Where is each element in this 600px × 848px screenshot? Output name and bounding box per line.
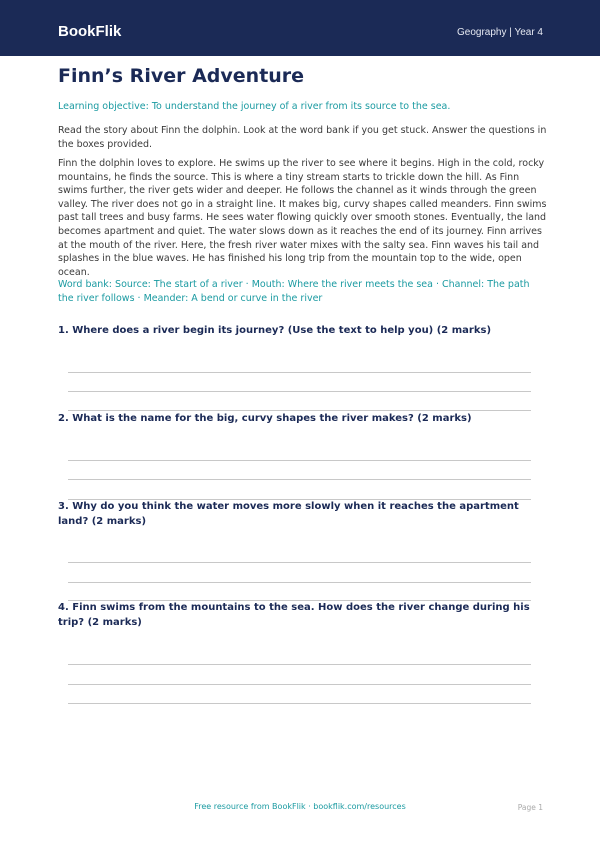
question-4: 4. Finn swims from the mountains to the sea. How does the river change during his trip? (2 marks) (58, 602, 530, 628)
answer-line-4a[interactable] (68, 664, 531, 665)
story-text: Finn the dolphin loves to explore. He swims up the river to see where it begins. High in the cold, rocky mountains, he finds the source. This is where a tiny stream starts to trickle down the hill. As Finn swims further, the river gets wider and deeper. He follows the channel as it winds through the green valley. The river does not go in a straight line. It makes big, curvy shapes called meanders. Finn swims past tall trees and busy farms. He sees water flowing quickly over smooth stones. Eventually, the land becomes apartment and quiet. The water slows down as it reaches the end of its journey. Finn arrives at the mouth of the river. Here, the fresh river water mixes with the salty sea. Finn waves his tail and splashes in the blue waves. He has finished his long trip from the mountain top to the wide, open ocean. (58, 158, 547, 278)
answer-line-1a[interactable] (68, 372, 531, 373)
subject-label: Geography | Year 4 (457, 27, 543, 38)
brand-logo: BookFlik (58, 23, 122, 40)
answer-line-4b[interactable] (68, 684, 531, 685)
question-2: 2. What is the name for the big, curvy shapes the river makes? (2 marks) (58, 413, 472, 424)
question-3: 3. Why do you think the water moves more slowly when it reaches the apartment land? (2 marks) (58, 501, 519, 527)
word-bank: Word bank: Source: The start of a river · Mouth: Where the river meets the sea · Channel: The path the river follows · Meander: A bend or curve in the river (58, 279, 530, 304)
page-title: Finn’s River Adventure (58, 65, 305, 87)
page-number: Page 1 (517, 803, 543, 812)
answer-line-3b[interactable] (68, 582, 531, 583)
answer-line-2b[interactable] (68, 479, 531, 480)
footer-credit[interactable]: Free resource from BookFlik · bookflik.com/resources (194, 802, 406, 811)
answer-line-4c[interactable] (68, 703, 531, 704)
answer-line-2a[interactable] (68, 460, 531, 461)
page-header (0, 0, 600, 56)
answer-line-3a[interactable] (68, 562, 531, 563)
learning-objective: Learning objective: To understand the journey of a river from its source to the sea. (58, 101, 451, 112)
answer-line-1b[interactable] (68, 391, 531, 392)
question-1: 1. Where does a river begin its journey? (Use the text to help you) (2 marks) (58, 325, 492, 336)
instructions: Read the story about Finn the dolphin. Look at the word bank if you get stuck. Answer the questions in the boxes provided. (58, 125, 547, 150)
